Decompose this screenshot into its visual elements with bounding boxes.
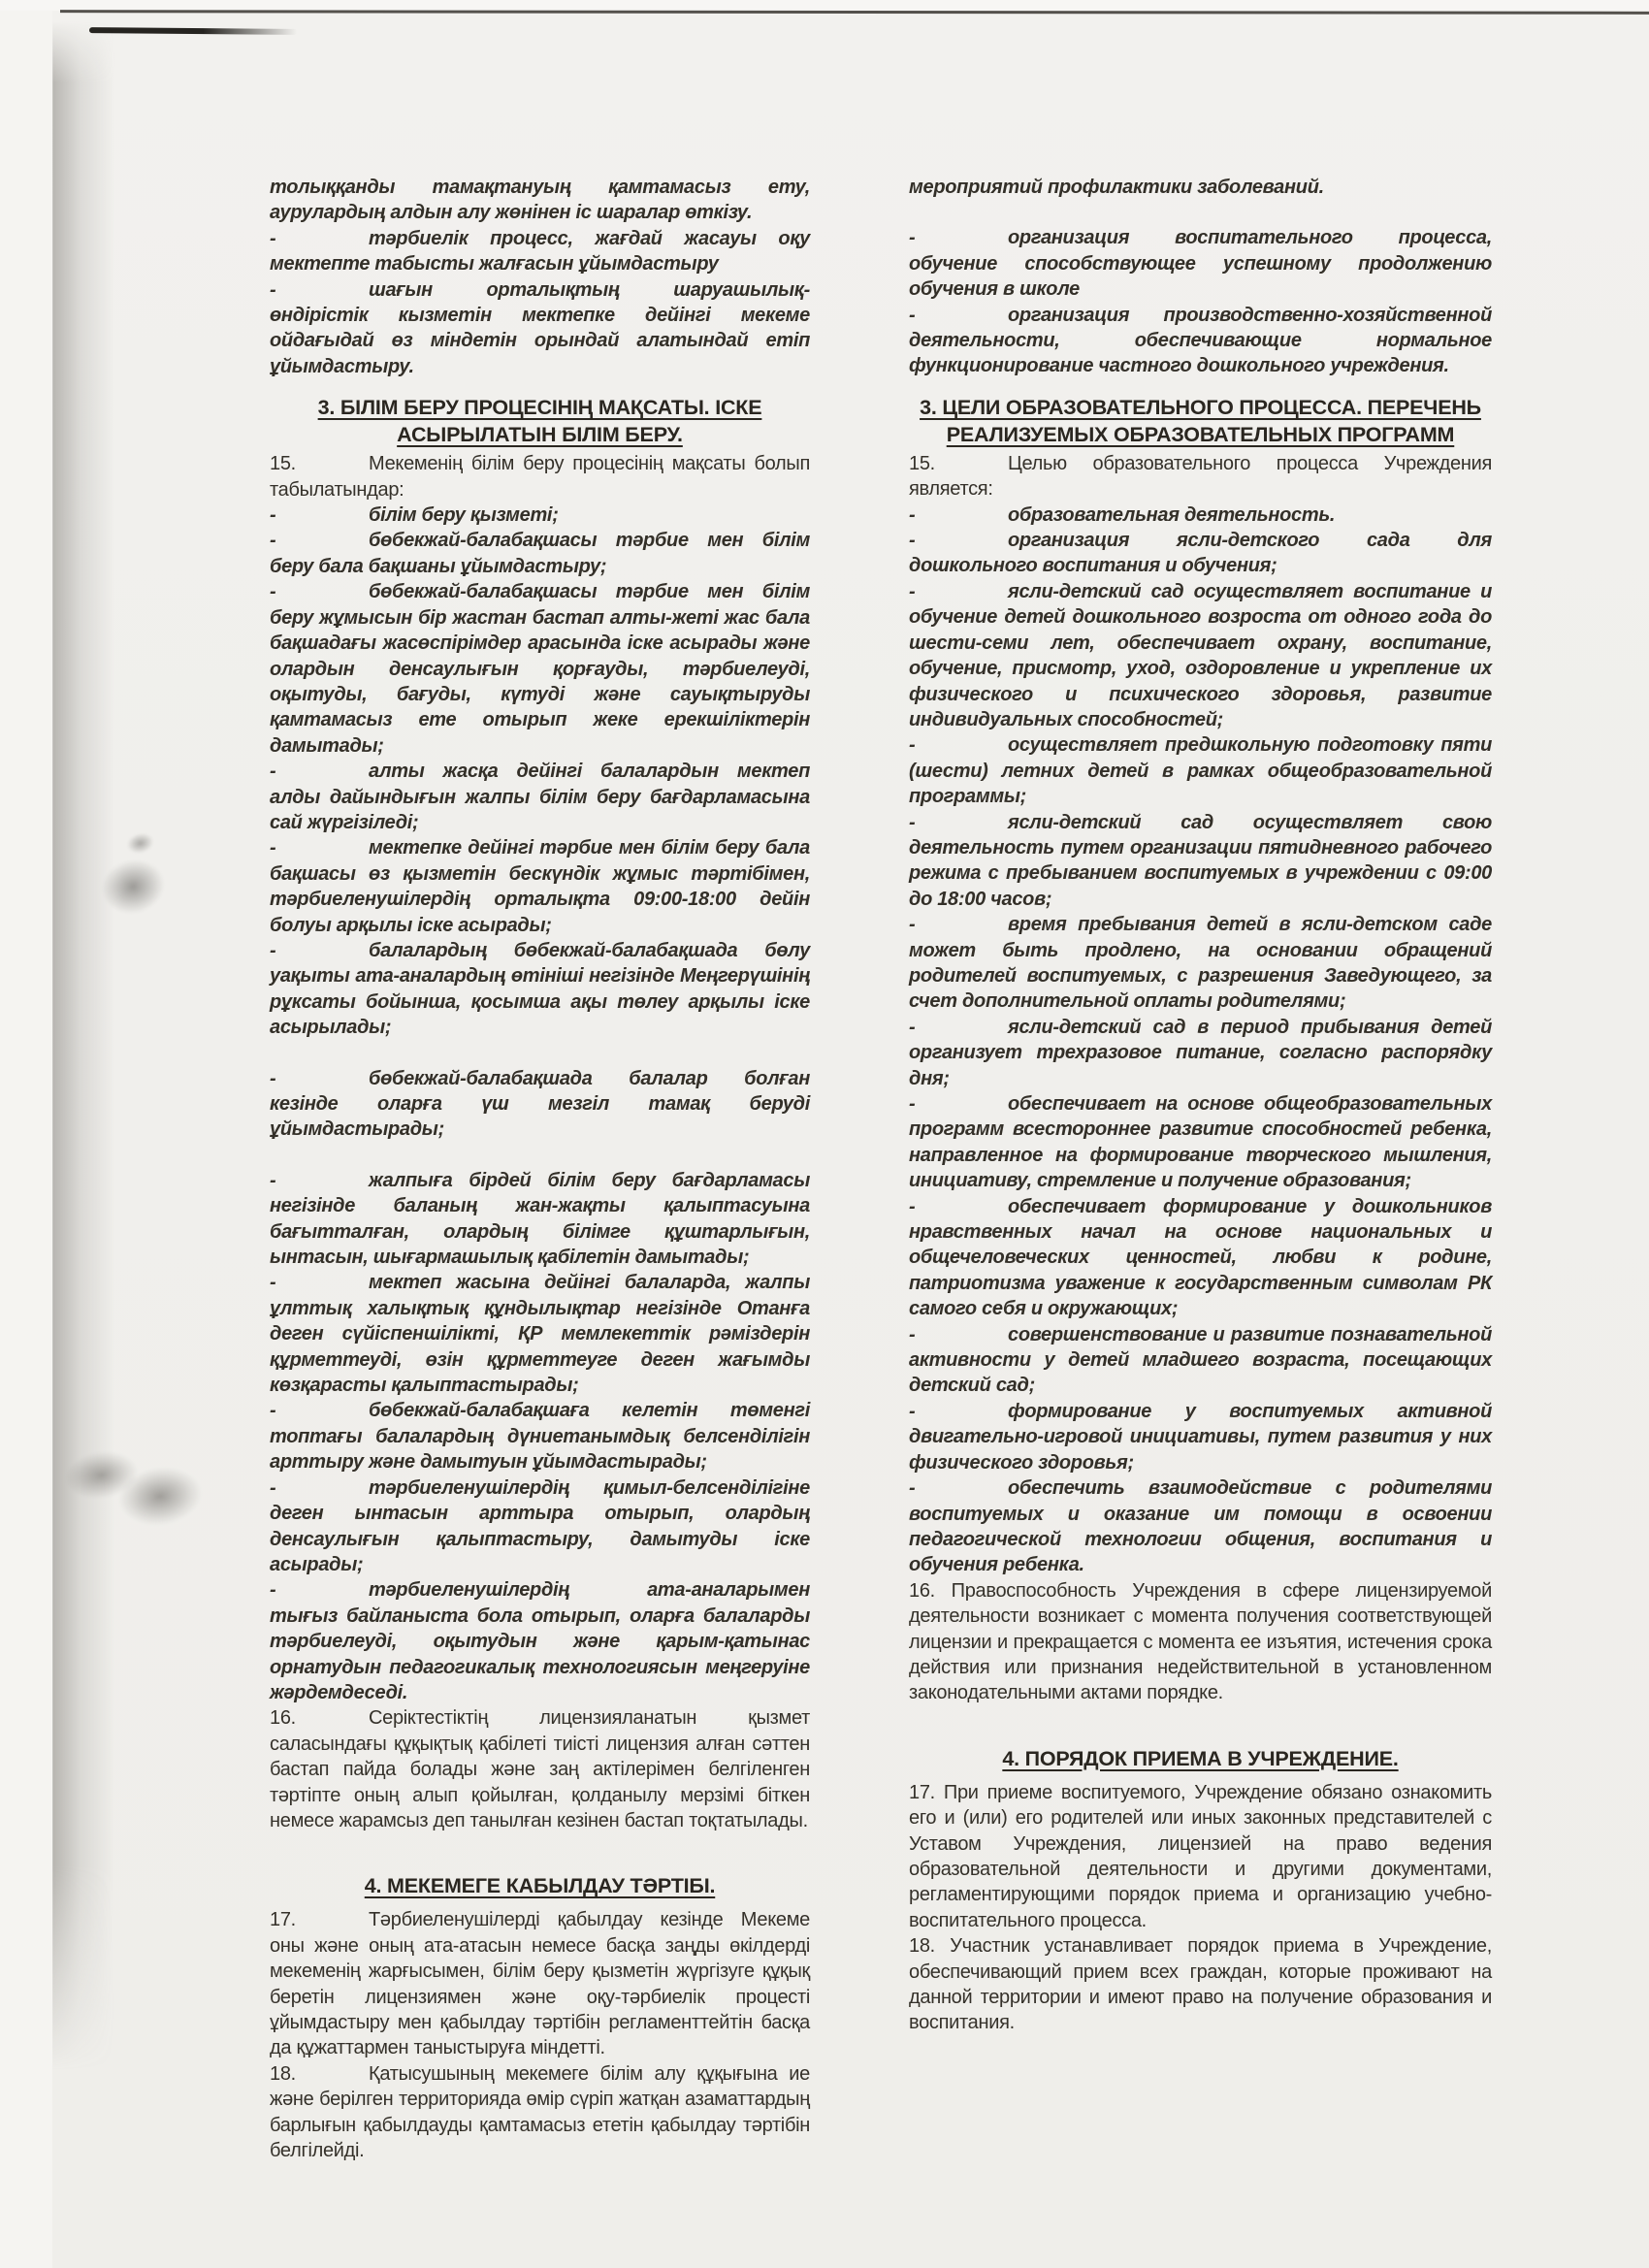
scan-page-edge-line <box>60 10 1649 15</box>
bullet-item <box>909 528 1492 579</box>
bullet-dash: - <box>909 1400 916 1422</box>
heading-text: 4. МЕКЕМЕГЕ КАБЫЛДАУ ТӘРТІБІ. <box>364 1874 716 1898</box>
numbered-paragraph-18: 18. Участник устанавливает порядок приема в Учреждение, обеспечивающий прием всех граждан, которые проживают на данной территории и имеют право на получение образования и воспитания. <box>909 1935 1492 2034</box>
bullet-item <box>270 1475 810 1578</box>
bullet-dash: - <box>909 227 916 249</box>
bullet-item <box>909 912 1492 1015</box>
bullet-item <box>909 1194 1492 1322</box>
bullet-item <box>909 502 1492 528</box>
heading-text: 3. ЦЕЛИ ОБРАЗОВАТЕЛЬНОГО ПРОЦЕССА. ПЕРЕЧЕНЬ РЕАЛИЗУЕМЫХ ОБРАЗОВАТЕЛЬНЫХ ПРОГРАММ <box>920 395 1481 446</box>
bullet-text: обеспечивает формирование у дошкольников нравственных начал на основе национальных и общечеловеческих ценностей, любви к родине, патриотизма уважение к государственным символам РК самого себя и окружающих; <box>909 1195 1492 1320</box>
paragraph-text: Целью образовательного процесса Учреждения является: <box>909 452 1492 501</box>
bullet-item <box>270 1066 810 1143</box>
bullet-dash: - <box>270 1272 276 1294</box>
bullet-dash: - <box>909 1093 916 1115</box>
bullet-item <box>270 759 810 835</box>
bullet-item <box>270 1168 810 1271</box>
paragraph-number: 15. <box>270 453 296 475</box>
bullet-text: тәрбиеленушілердің қимыл-белсенділігіне деген ынтасын арттыра отырып, олардың денсаулығын қалыптастыру, дамытуды іске асырады; <box>270 1476 810 1575</box>
bullet-dash: - <box>270 581 276 603</box>
section-heading-education-goals-kk <box>270 394 810 448</box>
bullet-item <box>270 1398 810 1474</box>
paragraph-text: Қатысушының мекемеге білім алу құқығына ие және берілген территорияда өмір сүріп жатқан азаматтардың барлығын қабылдауды қамтамасыз ететін қабылдау тәртібін белгілейді. <box>270 2062 810 2162</box>
numbered-paragraph-17: 17. При приеме воспитуемого, Учреждение обязано ознакомить его и (или) его родителей или иных законных представителей с Уставом Учреждения, лицензией на право ведения образовательной деятельности и другими документами, регламентирующими порядок приема и организацию учебно-воспитательного процесса. <box>909 1781 1492 1931</box>
numbered-paragraph-18 <box>270 2061 810 2164</box>
bullet-dash: - <box>909 580 916 602</box>
bullet-dash: - <box>909 1323 916 1345</box>
ink-smudge <box>57 1424 225 1557</box>
paragraph-number: 18. <box>270 2062 296 2085</box>
bullet-dash: - <box>909 1195 916 1217</box>
bullet-text: ясли-детский сад осуществляет свою деятельность путем организации пятидневного рабочего режима с пребыванием воспитуемых в учреждении с 09:00 до 18:00 часов; <box>909 811 1492 910</box>
bullet-dash: - <box>270 939 276 961</box>
bullet-item <box>270 1270 810 1398</box>
bullet-item <box>270 277 810 380</box>
bullet-text: бөбекжай-балабақшаға келетін төменгі топтағы балалардың дүниетанымдық белсенділігін арттыру және дамытуын ұйымдастырады; <box>270 1400 810 1474</box>
bullet-dash: - <box>909 914 916 936</box>
paragraph-number: 15. <box>909 452 935 474</box>
numbered-paragraph-16: 16. Правоспособность Учреждения в сфере лицензируемой деятельности возникает с момента получения соответствующей лицензии и прекращается с момента ее изъятия, истечения срока действия или признания недействительной в установленном законодательными актами порядке. <box>909 1579 1492 1704</box>
bullet-text: образовательная деятельность. <box>1008 503 1336 526</box>
bullet-dash: - <box>270 837 276 859</box>
bullet-item <box>909 303 1492 379</box>
bullet-text: шағын орталықтың шаруашылық-өндірістік кызметін мектепке дейінгі мекеме ойдағыдай өз міндетін орындай алатындай етіп ұйымдастыру. <box>270 278 810 377</box>
bullet-item <box>270 528 810 579</box>
bullet-text: алты жасқа дейінгі балалардын мектеп алды дайындығын жалпы білім беру бағдарламасына сай жүргізіледі; <box>270 761 810 833</box>
bullet-item <box>909 1015 1492 1091</box>
section-heading-education-goals-ru <box>909 394 1492 448</box>
bullet-dash: - <box>270 1476 276 1499</box>
heading-text: 3. БІЛІМ БЕРУ ПРОЦЕСІНІҢ МАҚСАТЫ. ІСКЕ АСЫРЫЛАТЫН БІЛІМ БЕРУ. <box>317 396 762 447</box>
bullet-dash: - <box>270 278 276 301</box>
bullet-text: обеспечивает на основе общеобразовательных программ всестороннее развитие способностей ребенка, направленное на формирование творческого мышления, инициативу, стремление и получение образования; <box>909 1093 1492 1192</box>
intro-paragraph: мероприятий профилактики заболеваний. <box>909 177 1324 198</box>
bullet-dash: - <box>270 530 276 552</box>
numbered-paragraph-15 <box>909 451 1492 502</box>
bullet-text: тәрбиеленушілердің ата-аналарымен тығыз байланыста бола отырып, оларға балаларды тәрбиелеуді, оқытудын және қарым-қатынас орнатудын педагогикалық технологиясын меңгеруіне жәрдемдеседі. <box>270 1579 810 1703</box>
bullet-item <box>270 226 810 277</box>
bullet-text: организация воспитательного процесса, обучение способствующее успешному продолжению обучения в школе <box>909 227 1492 301</box>
numbered-paragraph-17 <box>270 1907 810 2060</box>
bullet-item <box>270 1577 810 1705</box>
left-column-kazakh <box>270 175 810 2163</box>
scan-ink-mark <box>89 27 297 35</box>
bullet-text: мектепке дейінгі тәрбие мен білім беру бала бақшасы өз қызметін бескүндік жұмыс тәртібімен, тәрбиеленушілердің орталықта 09:00-18:00 дейін болуы арқылы іске асырады; <box>270 837 810 936</box>
bullet-text: балалардың бөбекжай-балабақшада бөлу уақыты ата-аналардың өтініші негізінде Меңгерүшінің рұксаты бойынша, қосымша ақы төлеу арқылы іске асырылады; <box>270 939 810 1039</box>
bullet-dash: - <box>909 304 916 326</box>
bullet-text: тәрбиелік процесс, жағдай жасауы оқу мектепте табысты жалғасын ұйымдастыру <box>270 227 810 275</box>
bullet-item <box>270 502 810 528</box>
section-heading-admission-ru <box>909 1745 1492 1772</box>
numbered-paragraph-15 <box>270 451 810 502</box>
bullet-dash: - <box>270 1169 276 1191</box>
bullet-dash: - <box>909 1477 916 1500</box>
paragraph-number: 16. <box>270 1707 296 1730</box>
bullet-item <box>270 835 810 938</box>
heading-text: 4. ПОРЯДОК ПРИЕМА В УЧРЕЖДЕНИЕ. <box>1002 1746 1399 1770</box>
bullet-text: совершенствование и развитие познавательной активности у детей младшего возраста, посещающих детский сад; <box>909 1323 1492 1397</box>
paragraph-number: 17. <box>270 1909 296 1931</box>
bullet-item <box>909 1091 1492 1194</box>
bullet-dash: - <box>270 1067 276 1089</box>
scan-left-margin <box>0 0 52 2268</box>
bullet-item <box>270 579 810 759</box>
bullet-item <box>909 579 1492 732</box>
bullet-text: мектеп жасына дейінгі балаларда, жалпы ұлттық халықтық құндылықтар негізінде Отанға деген сүйіспеншілікті, ҚР мемлекеттік рәміздерін құрметтеуді, өзін құрметтеуге деген жағымды көзқарасты қалыптастырады; <box>270 1272 810 1397</box>
intro-paragraph: толыққанды тамақтануың қамтамасыз ету, аурулардың алдын алу жөнінен іс шаралар өткізу. <box>270 177 810 224</box>
bullet-text: обеспечить взаимодействие с родителями воспитуемых и оказание им помощи в освоении педагогической технологии общения, воспитания и обучения ребенка. <box>909 1477 1492 1576</box>
bullet-item <box>909 225 1492 302</box>
scan-top-margin <box>0 0 1649 11</box>
bullet-dash: - <box>270 504 276 527</box>
right-column-russian <box>909 175 1492 2036</box>
bullet-dash: - <box>270 761 276 783</box>
paragraph-text: Мекеменің білім беру процесінің мақсаты болып табылатындар: <box>270 453 810 501</box>
bullet-dash: - <box>909 734 916 757</box>
paragraph-text: Тәрбиеленушілерді қабылдау кезінде Мекеме оны және оның ата-атасын немесе басқа заңды өкілдерді мекеменің жарғысымен, білім беру қызметін жүргізуге құқық беретін лицензиямен және оқу-тәрбиелік процесті ұйымдастыру мен қабылдау тәртібін регламенттейтін басқа да құжаттармен таныстыруға міндетті. <box>270 1909 810 2059</box>
bullet-text: бөбекжай-балабақшасы тәрбие мен білім беру бала бақшаны ұйымдастыру; <box>270 530 810 577</box>
bullet-text: бөбекжай-балабақшада балалар болған кезінде оларға үш мезгіл тамақ беруді ұйымдастырады; <box>270 1067 810 1141</box>
bullet-text: ясли-детский сад осуществляет воспитание и обучение детей дошкольного возроста от одного года до шести-семи лет, обеспечивает охрану, воспитание, обучение, присмотр, уход, оздоровление и укрепление их физического и психического здоровья, развитие индивидуальных способностей; <box>909 580 1492 730</box>
paragraph-text: Серіктестіктің лицензияланатын қызмет саласындағы құқықтық қабілеті тиісті лицензия алған сәттен бастап пайда болады және заң актілерімен белгіленген тәртіпте оның алып қойылған, қолданылу мерзімі біткен немесе жарамсыз деп танылған кезінен бастап тоқтатылады. <box>270 1707 810 1831</box>
bullet-dash: - <box>270 1400 276 1422</box>
bullet-text: организация производственно-хозяйственной деятельности, обеспечивающие нормальное функционирование частного дошкольного учреждения. <box>909 304 1492 377</box>
bullet-item <box>909 732 1492 809</box>
bullet-dash: - <box>909 503 916 526</box>
section-heading-admission-kk <box>270 1872 810 1899</box>
bullet-text: формирование у воспитуемых активной двигательно-игровой инициативы, путем развития у них физического здоровья; <box>909 1400 1492 1474</box>
bullet-dash: - <box>270 227 276 249</box>
bullet-text: жалпыға бірдей білім беру бағдарламасы негізінде баланың жан-жақты қалыптасуына бағытталған, олардың білімге құштарлығын, ынтасын, шығармашылық қабілетін дамытады; <box>270 1169 810 1269</box>
bullet-text: ясли-детский сад в период прибывания детей организует трехразовое питание, согласно распорядку дня; <box>909 1016 1492 1089</box>
bullet-item <box>909 1322 1492 1399</box>
bullet-text: время пребывания детей в ясли-детском саде может быть продлено, на основании обращений родителей воспитуемых, с разрешения Заведующего, за счет дополнительной оплаты родителями; <box>909 914 1492 1013</box>
bullet-text: осуществляет предшкольную подготовку пяти (шести) летних детей в рамках общеобразовательной программы; <box>909 734 1492 808</box>
bullet-item <box>270 938 810 1041</box>
bullet-item <box>909 1399 1492 1475</box>
bullet-item <box>909 1475 1492 1578</box>
scan-shadow-band <box>52 21 114 2070</box>
bullet-text: бөбекжай-балабақшасы тәрбие мен білім беру жұмысын бір жастан бастап алты-жеті жас бала бақшадағы жасөспірімдер арасында іске асырады және олардын денсаулығын қорғауды, тәрбиелеуді, оқытуды, бағуды, күтуді және сауықтыруды қамтамасыз ете отырып жеке ерекшіліктерін дамытады; <box>270 581 810 757</box>
bullet-text: білім беру қызметі; <box>369 504 559 527</box>
bullet-dash: - <box>270 1579 276 1602</box>
bullet-item <box>909 810 1492 913</box>
bullet-dash: - <box>909 530 916 552</box>
bullet-dash: - <box>909 1016 916 1038</box>
numbered-paragraph-16 <box>270 1705 810 1833</box>
bullet-dash: - <box>909 811 916 833</box>
bullet-text: организация ясли-детского сада для дошкольного воспитания и обучения; <box>909 530 1492 577</box>
